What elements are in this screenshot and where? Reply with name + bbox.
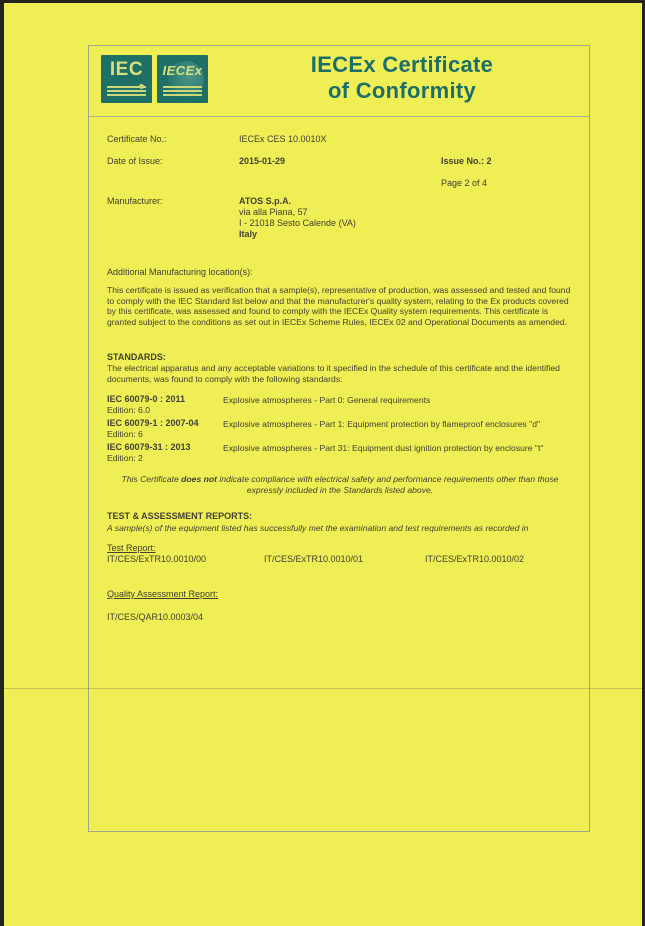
reports-intro: A sample(s) of the equipment listed has successfully met the examination and test requirements as recorded in (107, 523, 529, 533)
date-of-issue-value: 2015-01-29 (239, 156, 286, 166)
manufacturer-name: ATOS S.p.A. (239, 196, 292, 206)
additional-locations-label: Additional Manufacturing location(s): (107, 267, 253, 277)
standards-heading: STANDARDS: (107, 352, 166, 362)
standard-desc-1: Explosive atmospheres - Part 0: General requirements (223, 395, 431, 405)
reports-heading: TEST & ASSESSMENT REPORTS: (107, 511, 253, 521)
page-number: Page 2 of 4 (441, 178, 488, 188)
test-report-2: IT/CES/ExTR10.0010/01 (264, 554, 364, 564)
scan-edge-top (0, 0, 645, 3)
standard-code-1: IEC 60079-0 : 2011 (107, 394, 186, 404)
certificate-title (219, 52, 585, 104)
qar-label: Quality Assessment Report: (107, 589, 219, 599)
certification-paragraph: This certificate is issued as verification that a sample(s), representative of production, was assessed and tested and found to comply with the IEC Standard list below and that the manufacturer's quality system, relating to the Ex products covered by this certificate, was assessed and found to comply with the IECEx Quality system requirements. This certificate is granted subject to the conditions as set out in IECEx Scheme Rules, IECEx 02 and Operational Documents as amended. (107, 285, 571, 327)
iec-logo-dot (139, 84, 144, 89)
standard-code-2: IEC 60079-1 : 2007-04 (107, 418, 199, 428)
iecex-logo-icon (157, 55, 208, 103)
disclaimer-prefix: This Certificate (121, 474, 182, 484)
issue-no: Issue No.: 2 (441, 156, 492, 166)
title-line-2: of Conformity (327, 78, 477, 103)
scan-edge-left (0, 0, 4, 926)
standard-code-3: IEC 60079-31 : 2013 (107, 442, 191, 452)
standard-desc-2: Explosive atmospheres - Part 1: Equipment protection by flameproof enclosures "d" (223, 419, 541, 429)
disclaimer-bold: does not (181, 474, 217, 484)
iecex-logo-text: IECEx (162, 63, 203, 78)
paper-fold-line (0, 688, 645, 689)
standard-edition-3: Edition: 2 (107, 453, 143, 463)
test-report-1: IT/CES/ExTR10.0010/00 (107, 554, 207, 564)
standards-disclaimer (109, 474, 571, 495)
standards-intro: The electrical apparatus and any acceptable variations to it specified in the schedule of this certificate and the identified documents, was found to comply with the following standards: (107, 363, 560, 384)
date-of-issue-label: Date of Issue: (107, 156, 163, 166)
test-report-3: IT/CES/ExTR10.0010/02 (425, 554, 525, 564)
standard-edition-2: Edition: 6 (107, 429, 143, 439)
certificate-header (89, 46, 589, 117)
manufacturer-address (239, 196, 356, 240)
standard-desc-3: Explosive atmospheres - Part 31: Equipment dust ignition protection by enclosure "t" (223, 443, 544, 453)
certificate-document (88, 45, 590, 832)
logo-strip (101, 55, 208, 103)
certificate-no-value: IECEx CES 10.0010X (239, 134, 327, 144)
iecex-logo-stripes (163, 84, 202, 96)
manufacturer-addr2: I - 21018 Sesto Calende (VA) (239, 218, 356, 228)
qar-value: IT/CES/QAR10.0003/04 (107, 612, 204, 622)
title-line-1: IECEx Certificate (310, 52, 494, 77)
test-report-label: Test Report: (107, 543, 156, 553)
manufacturer-addr1: via alla Piana, 57 (239, 207, 308, 217)
iec-logo-icon (101, 55, 152, 103)
iec-logo-text: IEC (109, 59, 144, 80)
standard-edition-1: Edition: 6.0 (107, 405, 150, 415)
certificate-no-label: Certificate No.: (107, 134, 167, 144)
disclaimer-suffix: indicate compliance with electrical safety and performance requirements other than those expressly included in the Standards listed above. (216, 474, 559, 495)
manufacturer-addr3: Italy (239, 229, 258, 239)
manufacturer-label: Manufacturer: (107, 196, 163, 206)
